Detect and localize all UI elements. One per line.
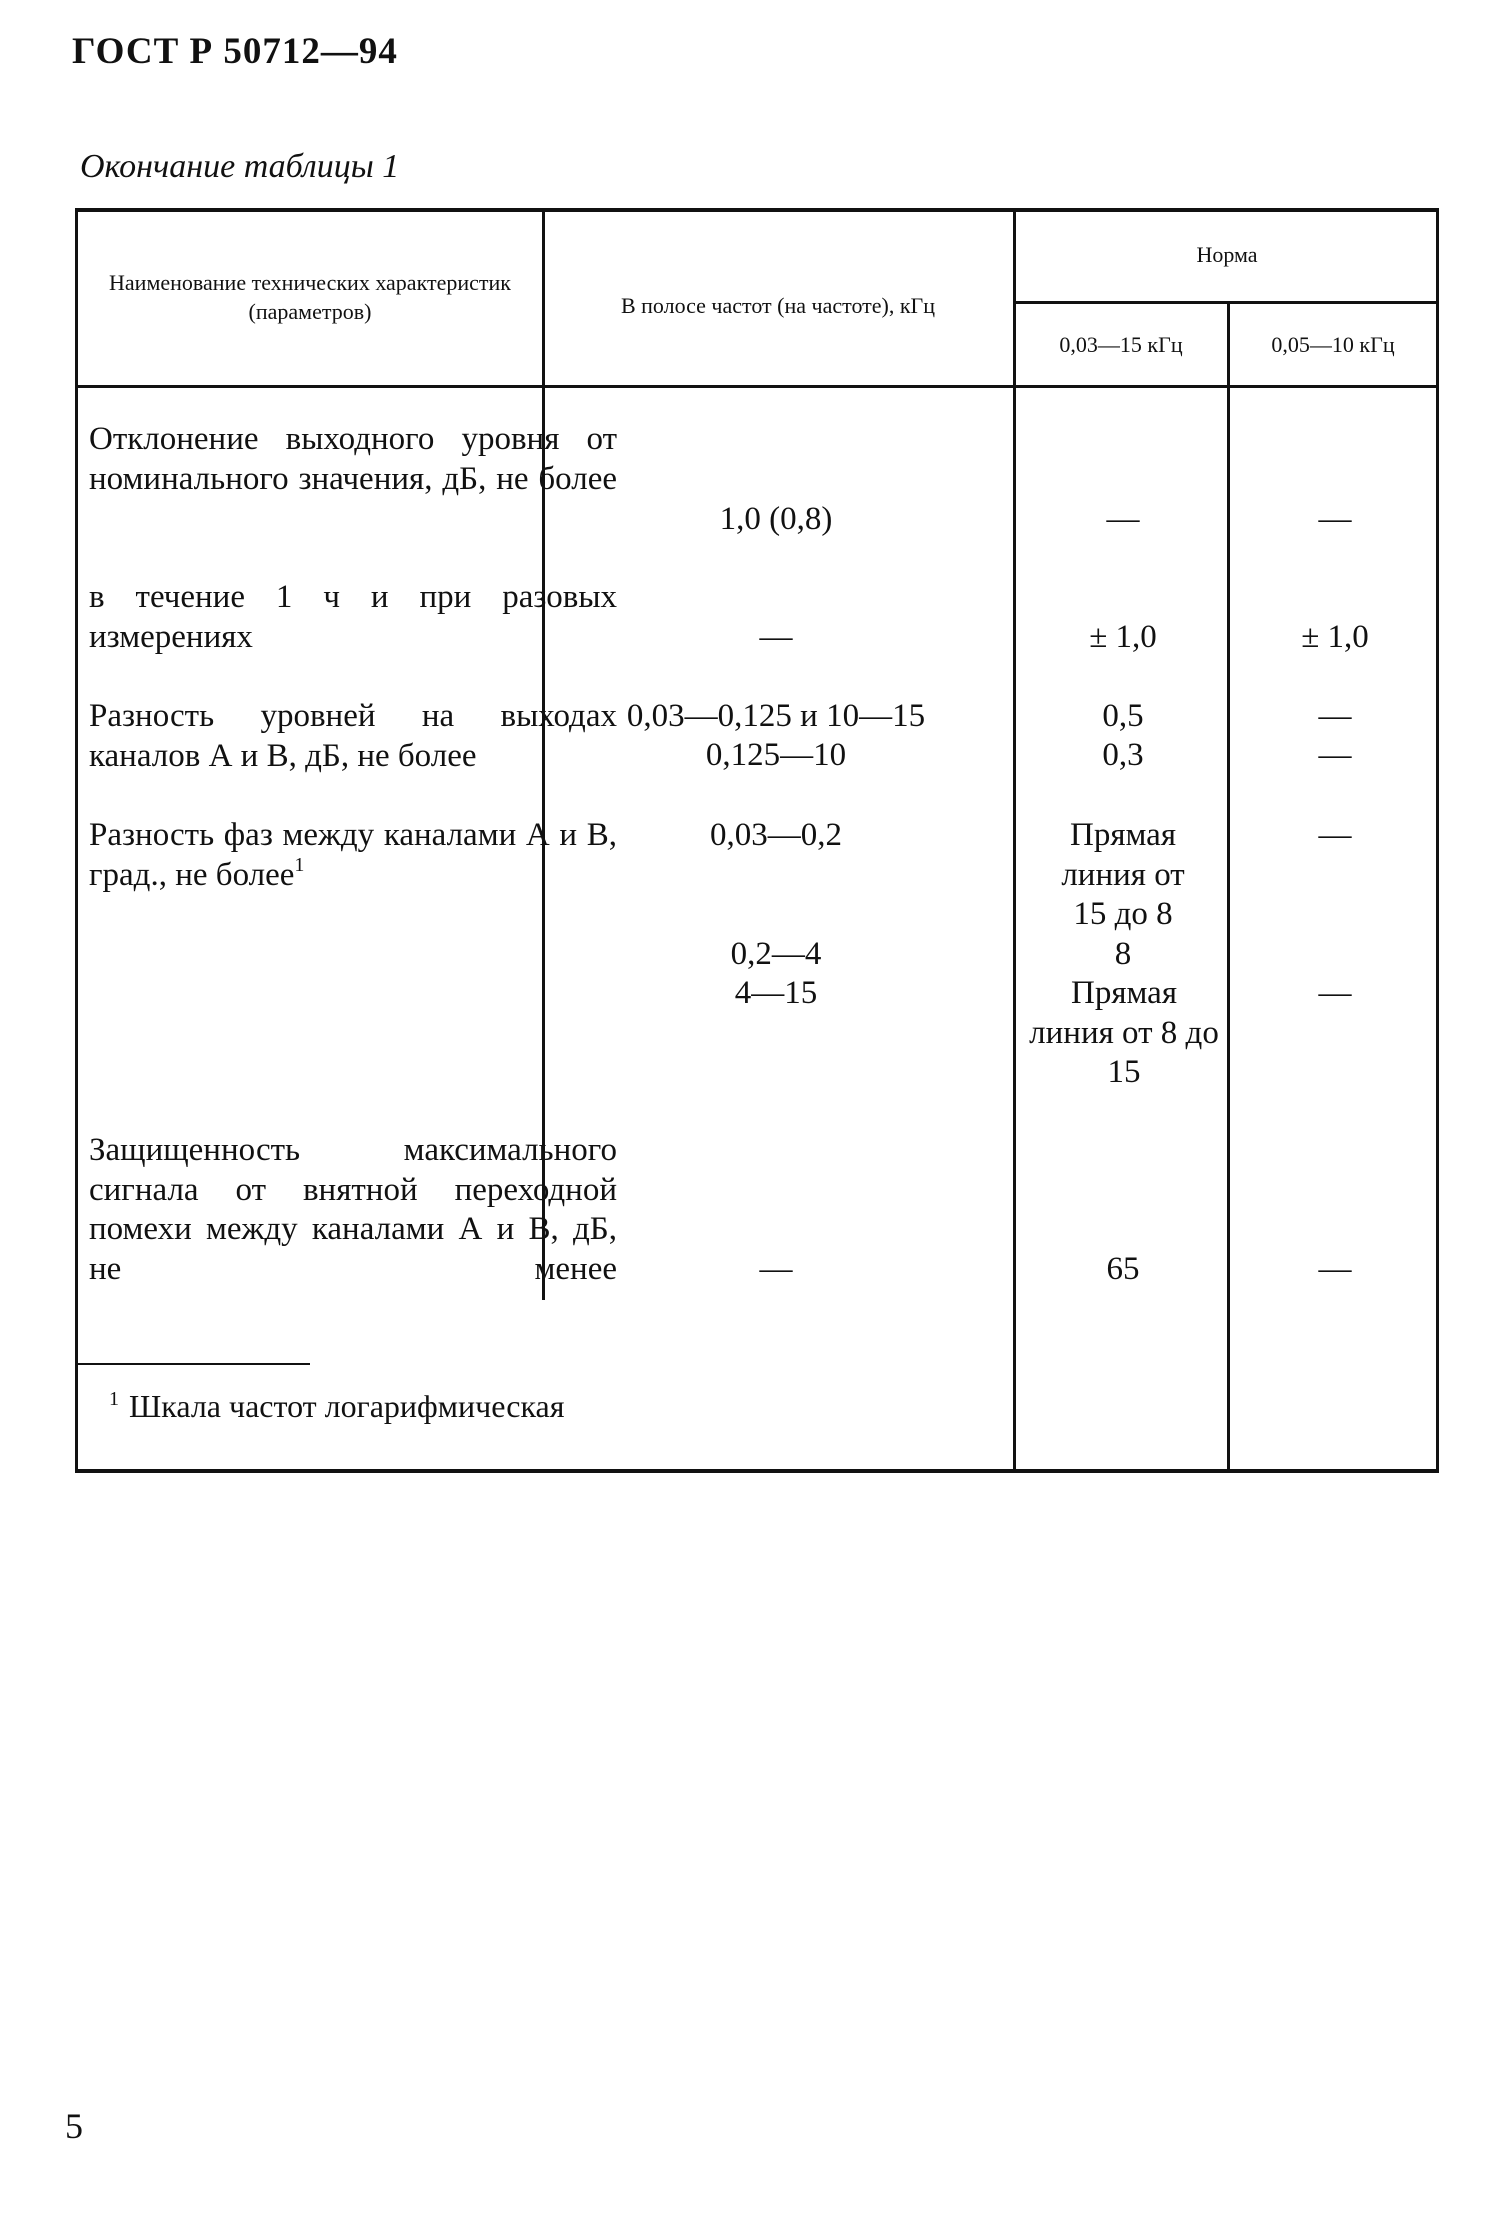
row-label-level-difference: Разность уровней на выходах каналов А и В, дБ, не более (89, 698, 617, 774)
row4-norm-1a: Прямая линия от 15 до 8 (1061, 817, 1185, 932)
header-name-column: Наименование технических характеристик (параметров) (109, 270, 511, 324)
table-top-border (75, 208, 1439, 212)
header-bottom-border (75, 385, 1439, 388)
row4-band-c: 4—15 (734, 975, 818, 1011)
row4-norm-1b: 8 (1114, 936, 1132, 972)
row-label-output-deviation: Отклонение выходного уровня от номинального значения, дБ, не более (89, 421, 617, 497)
row3-norm-1b: 0,3 (1102, 737, 1144, 773)
table-caption: Окончание таблицы 1 (80, 148, 400, 185)
row3-band-a: 0,03—0,125 и 10—15 (626, 698, 926, 734)
row4-band-a: 0,03—0,2 (710, 817, 842, 853)
column-divider-3 (1227, 301, 1230, 1473)
table-left-border (75, 208, 78, 1473)
header-norm-band-1: 0,03—15 кГц (1059, 332, 1183, 357)
row1-norm-1: — (1106, 501, 1140, 537)
row2-norm-2: ± 1,0 (1301, 619, 1369, 655)
row3-band-b: 0,125—10 (705, 737, 847, 773)
row-label-one-hour: в течение 1 ч и при разовых измерениях (89, 579, 617, 655)
row4-label-text: Разность фаз между каналами А и В, град., не более (89, 817, 617, 893)
footnote-text: Шкала частот логарифмическая (129, 1388, 565, 1424)
header-band-column: В полосе частот (на частоте), кГц (620, 293, 936, 318)
row5-band: — (759, 1251, 793, 1287)
row-label-crosstalk-protection: Защищенность максимального сигнала от внятной переходной помехи между каналами А и В, дБ, не менее (89, 1132, 617, 1287)
row5-norm-1: 65 (1106, 1251, 1140, 1287)
column-divider-2 (1013, 208, 1016, 1473)
header-norm: Норма (1196, 242, 1258, 267)
page-number: 5 (65, 2106, 83, 2146)
row1-band: 1,0 (0,8) (719, 501, 833, 537)
row1-norm-2: — (1318, 501, 1352, 537)
row-label-phase-difference (89, 816, 617, 895)
table-bottom-border (75, 1469, 1439, 1473)
row4-band-b: 0,2—4 (730, 936, 822, 972)
footnote-mark: 1 (109, 1388, 119, 1410)
row3-norm-2a: — (1318, 698, 1352, 734)
footnote-reference: 1 (294, 853, 305, 876)
document-header: ГОСТ Р 50712—94 (72, 31, 398, 72)
row5-norm-2: — (1318, 1251, 1352, 1287)
row4-norm-2b: — (1318, 975, 1352, 1011)
row3-norm-1a: 0,5 (1102, 698, 1144, 734)
row2-norm-1: ± 1,0 (1089, 619, 1157, 655)
row4-norm-2a: — (1318, 817, 1352, 853)
footnote-rule (75, 1363, 310, 1365)
row2-band: — (759, 619, 793, 655)
data-table (75, 208, 1439, 1473)
header-norm-band-2: 0,05—10 кГц (1271, 332, 1395, 357)
row3-norm-2b: — (1318, 737, 1352, 773)
row4-norm-1c: Прямая линия от 8 до 15 (1029, 975, 1219, 1090)
footnote (109, 1388, 564, 1425)
